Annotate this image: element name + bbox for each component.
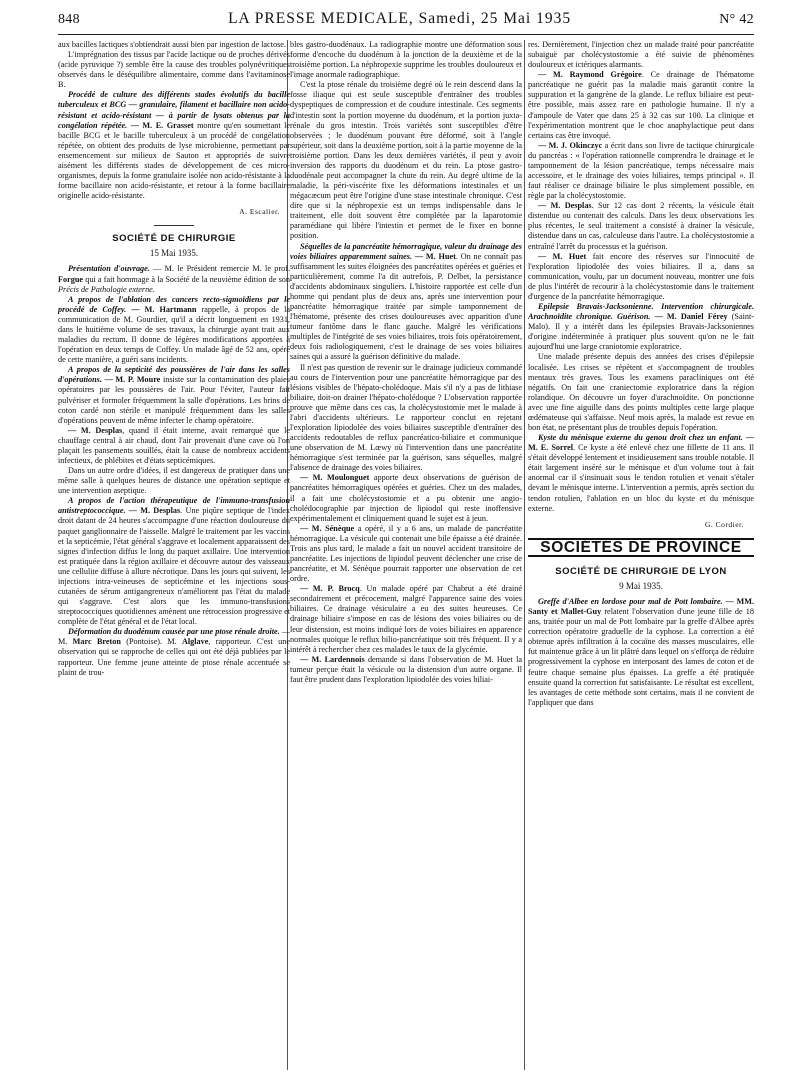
page-number: 848 — [58, 12, 80, 27]
signature: G. Cordier. — [704, 519, 744, 529]
article-text: , quand il était interne, avait remarqué que le chauffage central à air chaud, dont l'air provenait d'une cave où l'on plaçait les pansements souillés, était la cause de nombreux accidents infectieux, de phlébites et d'états septicémiques. — [58, 425, 290, 465]
article-text: insiste sur la contamination des plaies opératoires par les poussières de l'air. Pour l'éviter, l'auteur fait pulvériser et formoler fréquemment la salle d'opérations. Les brins de coton cardé non stérile et manipulé fréquemment dans les salles d'opérations peuvent de même infecter le champ opératoire. — [58, 375, 290, 425]
author: Alglave — [181, 637, 209, 647]
author: — M. Desplas — [538, 201, 592, 211]
article-greffe-albee — [528, 597, 754, 708]
author: — MM. Santy et Mallet-Guy — [528, 596, 754, 617]
article-title: A propos de l'action thérapeutique de l'immuno-transfusion antistreptococcique. — [58, 496, 290, 516]
paragraph: L'imprégnation des tissus par l'acide lactique ou de proches dérivés (acide pyruvique ?) semble être la cause des troubles polynévritiques observés dans le déséquilibre alimentaire, comme dans l'avitaminose B. — [58, 50, 290, 90]
author: — M. Daniel Férey — [650, 312, 728, 322]
author: — M. P. Moure — [101, 375, 161, 385]
section-title: SOCIÉTÉ DE CHIRURGIE — [112, 233, 236, 245]
article-title: A propos de la septicité des poussières de l'air dans les salles d'opérations. — [58, 365, 290, 385]
article-coffey — [58, 295, 290, 366]
article-text: — M. le Président remercie M. le prof. — [149, 264, 290, 274]
article-presentation — [58, 264, 290, 294]
article-title: Présentation d'ouvrage. — [68, 264, 150, 274]
author: — M. Desplas — [125, 506, 181, 516]
article-title: Kyste du ménisque externe du genou droit chez un enfant. — [538, 433, 743, 443]
column-2 — [290, 40, 522, 1072]
comment-gregoire — [528, 70, 754, 141]
column-1 — [58, 40, 290, 1072]
comment-okinczyc — [528, 141, 754, 201]
article-text: relatent l'observation d'une jeune fille de 18 ans, traitée pour un mal de Pott lombaire par la greffe d'Albee après correction opératoire graduelle de la cyphose. La correction a été obtenue après infiltration à la cocaïne des masses musculaires, elle fut maintenue grâce à un lit plâtré dans lequel on s'efforça de réduire progressivement la cyphose en interposant des lames de coton et de feutre chaque semaine plus épaisses. La greffe a été pratiquée ensuite quand la correction fut satisfaisante. Le résultat est excellent, les avantages de cette méthode sont certains, mais il ne convient de l'appliquer que dans — [528, 607, 754, 707]
comment-moulonguet — [290, 473, 522, 523]
issue-number: N° 42 — [719, 12, 754, 27]
article-title: A propos de l'ablation des cancers recto-sigmoïdiens par le procédé de Coffey. — [58, 294, 290, 314]
author: — M. Raymond Grégoire — [538, 70, 642, 80]
article-pancreatite — [290, 242, 522, 363]
article-text: . Ce kyste a été enlevé chez une fillette de 11 ans. Il s'était développé lentement et insidieusement sans trouble notable. Il était largement inséré sur le ménisque et d'un volume tout à fait anormal car il s'insinuait sous le tendon rotulien et venait s'étaler devant le ménisque interne. L'intervention a permis, après section du tendon rotulien, l'ablation en un bloc du kyste et du ménisque externe. — [528, 443, 754, 513]
author: — M. P. Brocq — [300, 584, 360, 594]
paragraph: aux bacilles lactiques s'obtiendrait aussi bien par ingestion de lactose. — [58, 40, 286, 49]
article-text: . Sur 12 cas dont 2 récents, la vésicule était distendue ou contenait des calculs. Dans les deux observations les plus récentes, le seul traitement a consisté à drainer la vésicule, distendue dans un cas, calculeuse dans l'autre. La cholécystostomie a entraîné l'arrêt du processus et la guérison. — [528, 201, 754, 251]
article-text: rappelle, à propos de la communication de M. Gourdier, qu'il a décrit longuement en 1931, dans le huitième volume de ses travaux, la chirurgie ayant trait aux maladies du rectum. Il donne de légères modifications apportées à l'opération en deux temps de Coffey. Un malade âgé de 52 ans, opéré de cette manière, a guéri sans incidents. — [58, 304, 290, 365]
comment-lardennois — [290, 655, 522, 685]
author: — M. Desplas — [68, 425, 123, 435]
article-text: (Pontoise). M. — [120, 637, 182, 647]
author: — M. Sénèque — [300, 523, 355, 533]
column-separator-2 — [524, 40, 525, 1070]
comment-desplas-2 — [528, 201, 754, 251]
article-text: . Une piqûre septique de l'index droit datant de 24 heures s'accompagne d'une réaction douloureuse du paquet ganglionnaire de l'aisselle. Malgré le traitement par les vaccins et la septicémie, l'état général s'aggrave et localement apparaissent des signes d'infection diffus le long du paquet axillaire. Une intervention est pratiquée dans la région axillaire et découvre autour des vaisseaux une cellulite diffuse à allure nécrotique. Dans les jours qui suivent, les injections intra-veineuses de septicémine et les injections sous-cutanées de sérum antigangreneux n'améliorent pas l'état du malade qui s'aggrave. C'est alors que les immuno-transfusions streptococciques quotidiennes amènent une rétrocession progressive et complète de l'état général et de l'état local. — [58, 506, 290, 627]
book-title: Précis de Pathologie externe. — [58, 284, 155, 294]
paragraph: res. Dernièrement, l'injection chez un malade traité pour pancréatite subaiguë par cholécystostomie a été suivie de phénomènes douloureux et ictériques alarmants. — [528, 40, 754, 70]
author: Marc Breton — [72, 637, 121, 647]
article-text: . Ce drainage de l'hématome pancréatique ne guérit pas la maladie mais garantit contre la suppuration et la gangrène de la glande. Le reflux biliaire est peut-être possible, mais assez rare en pathologie humaine. Il n'y a d'ampoule de Vater que dans 25 à 32 cas sur 100. La clinique et l'expérimentation montrent que le choc anaphylactique peut dans certains cas être invoqué. — [528, 70, 754, 140]
author: — M. Moulonguet — [300, 473, 370, 483]
section-date: 15 Mai 1935. — [149, 248, 199, 259]
author: — M. Huet — [538, 251, 587, 261]
article-immuno-transfusion — [58, 496, 290, 627]
author: — M. E. Grasset — [130, 120, 194, 130]
article-title: Greffe d'Albee en lordose pour mal de Pott lombaire. — [538, 596, 723, 606]
comment-huet — [528, 252, 754, 302]
paragraph: Une malade présente depuis des années des crises d'épilepsie localisée. Les crises se répètent et s'accompagnent de troubles mentaux très graves. Tous les examens paracliniques ont été négatifs. On fait une craniectomie exploratrice dans la région rolandique. On découvre un foyer d'arachnoïdite. On ponctionne avec une fine aiguille dans des points multiples cette large plaque œdémateuse qui s'affaisse. Neuf mois après, la malade est revue en bon état, ne présentant plus de troubles depuis l'opération. — [528, 352, 754, 432]
article-title: Séquelles de la pancréatite hémorragique, valeur du drainage des voies biliaires apparemment saines. — [290, 241, 522, 261]
section-date: 9 Mai 1935. — [619, 580, 663, 591]
author: — M. J. Okinczyc — [538, 140, 603, 150]
article-epilepsie — [528, 302, 754, 352]
article-septicite — [58, 365, 290, 425]
author: — M. Hartmann — [126, 304, 197, 314]
comment-brocq — [290, 584, 522, 655]
column-3 — [528, 40, 754, 1072]
author: — M. Lardennois — [300, 654, 365, 664]
article-culture-bcg — [58, 90, 290, 201]
comment-seneque — [290, 524, 522, 584]
article-text: a opéré, il y a 6 ans, un malade de pancréatite hémorragique. La vésicule qui contenait une bile épaisse a été drainée. Trois ans plus tard, le malade a fait un nouvel accident transitoire de pancréatite. Les injections de lipiodol peuvent déclencher une crise de pancréatite, et M. Sénèque pourrait rapporter une observation de cet ordre. — [290, 523, 522, 584]
big-section-title: SOCIÉTÉS DE PROVINCE — [528, 538, 754, 557]
article-title: Epilepsie Bravais-Jacksonienne. Intervention chirurgicale. Arachnoïdite chronique. Guérison. — [528, 302, 754, 322]
article-kyste — [528, 433, 754, 514]
comment-desplas — [58, 426, 290, 466]
paragraph: C'est la ptose rénale du troisième degré où le rein descend dans la fosse iliaque qui est seule susceptible d'entraîner des troubles dyspeptiques de compression et de coudure intestinale. Ces segments d'intestin sont la portion moyenne du duodénum, et la portion juxta-rénale du gros intestin. Trois variétés sont susceptibles d'être observées ; le duodénum pouvant être déformé, soit à l'angle supérieur, soit dans la deuxième portion, soit à la partie moyenne de la troisième portion. Dans les deux dernières variétés, il peut y avoir inversion des rapports du duodénum et du rein. La ptose gastro-duodénale peut accompagner la chute du rein. Au degré ultime de la maladie, la péri-viscérite fixe les déformations intestinales et un mégacæcum peut être l'origine d'une stase intestinale chronique. C'est dire que si la néphropexie est un temps indispensable dans le traitement, elle doit souvent être complétée par la laparotomie paramédiane qui libère l'intestin et permet de le fixer en bonne position. — [290, 80, 522, 241]
article-title: Déformation du duodénum causée par une ptose rénale droite. — [68, 627, 280, 637]
divider — [154, 225, 194, 226]
author: — M. Huet — [412, 251, 456, 261]
article-text: apporte deux observations de guérison de pancréatites hémorragiques opérées et guéries. Chez un des malades, il a fait une cholécystostomie et a pu obtenir une angio-cholédocographie par injection de lipiodol qui reste inoffensive expérimentalement et cliniquement quand le sujet est à jeun. — [290, 473, 522, 523]
author: Forgue — [58, 274, 84, 284]
section-title: SOCIÉTÉ DE CHIRURGIE DE LYON — [555, 565, 727, 577]
article-text: montre qu'en soumettant le bacille BCG et le bacille tuberculeux à un procédé de congélation répétée, on obtient des produits de lyse microbienne, permettant par ensemencement sur milieux de Sauton et appropriés de suivre aisément les différents stades de développement de ces micro-organismes, depuis la forme granulaire isolée non acido-résistante à la forme bacillaire non acido-résistante, et retour à la forme bacillaire originelle acido-résistante. — [58, 120, 290, 201]
journal-title: LA PRESSE MEDICALE, Samedi, 25 Mai 1935 — [228, 10, 572, 27]
author: — M. E. Sorrel — [528, 433, 754, 453]
article-text: (Saint-Malo). Il y a intérêt dans les épilepsies Bravais-Jacksoniennes d'origine indéterminée à pratiquer plus souvent qu'on ne le fait aujourd'hui une large craniotomie exploratrice. — [528, 312, 754, 352]
article-duodenum — [58, 627, 290, 677]
page-header — [58, 10, 754, 34]
article-text: a écrit dans son livre de tactique chirurgicale du pancréas : « l'opération rationnelle comprendra le drainage et le tamponnement de la lésion pancréatique, temps nécessaire mais accessoire, et le drainage des voies biliaires, temps principal ». Il faut réaliser ce drainage biliaire le plus simplement possible, en règle par la cholécystostomie. — [528, 140, 754, 201]
article-text: , rapporteur. C'est une observation qui se rapproche de celles qui ont été déjà publiées par le rapporteur. Une femme jeune atteinte de ptose rénale accentuée se plaint de trou- — [58, 637, 290, 677]
paragraph: Il n'est pas question de revenir sur le drainage judicieux commandé au cours de l'intervention pour une pancréatite hémorragique par des lésions visibles de l'hépato-cholédoque. Mais s'il n'y a pas de lithiase biliaire, doit-on drainer l'hépato-cholédoque ? L'observation rapportée prouve que même dans ces cas, la cholécystostomie met le malade à l'abri d'accidents ultérieurs. Le rapporteur conclut en rejetant l'exploration lipiodolée des voies biliaires susceptible d'entraîner des accidents redoutables de reflux pancréatico-biliaire et communique une observation de M. Lœwy où l'intervention dans une pancréatite hémorragique s'est terminée par la guérison, sans séquelles, malgré l'absence de drainage des voies biliaires. — [290, 362, 522, 473]
article-text: — M. — [58, 627, 290, 647]
article-text: fait encore des réserves sur l'innocuité de l'exploration lipiodolée des voies biliaires. Il a, dans sa communication, voulu, par un document nouveau, montrer une fois de plus l'intérêt de recourir à la cholécystostomie dans le traitement d'urgence de la pancréatite hémorragique. — [528, 251, 754, 301]
article-text: demande si dans l'observation de M. Huet la tumeur perçue était la vésicule ou la distension d'un autre organe. Il faut être prudent dans l'exploration lipiodolée des voies biliai- — [290, 654, 522, 684]
paragraph: Dans un autre ordre d'idées, il est dangereux de pratiquer dans une même salle à quelques heures de distance une opération septique et une intervention aseptique. — [58, 466, 290, 496]
header-rule — [58, 34, 754, 35]
paragraph: bles gastro-duodénaux. La radiographie montre une déformation sous forme d'encoche du duodénum à la jonction de la deuxième et de la troisième portion. La néphropexie supprime les troubles douloureux et l'image anormale radiographique. — [290, 40, 522, 80]
article-text: qui a fait hommage à la Société de la neuvième édition de son — [83, 274, 290, 284]
signature: A. Escalier. — [239, 207, 280, 217]
article-text: . On ne connaît pas suffisamment les suites éloignées des pancréatites opérées et guéries et particulièrement, comme l'a dit autrefois, P. Delbet, la persistance d'accidents abdominaux singuliers. L'histoire rapportée est celle d'un homme qui pendant plus de deux ans, après une intervention pour pancréatite hémorragique traitée par simple tamponnement de l'hématome, présente des crises douloureuses avec apparition d'une tumeur fantôme dans le flanc gauche. Malgré les vérifications multiples de l'intégrité de ses voies biliaires, trois fois opératoirement, deux fois radiologiquement, c'est le drainage de ses voies biliaires saines qui a assuré la guérison définitive du malade. — [290, 251, 522, 362]
article-title: Procédé de culture des différents stades évolutifs du bacille tuberculeux et BCG — granulaire, filament et bacillaire non acido-résistant et acido-résistant — à partir de lysats obtenus par la congélation répétée. — [58, 90, 290, 130]
article-text: . Un malade opéré par Chabrut a été drainé secondairement et précocement, malgré l'apparence saine des voies biliaires. Ce drainage vésiculaire a eu des suites heureuses. Ce drainage biliaire s'impose en cas de lésions des voies biliaires ou de leur distension, est moins indiqué lors de voies biliaires en apparence normales quoique le reflux bilio-pancréatique soit très fréquent. Il y a intérêt à rechercher chez ces malades le taux de la glycémie. — [290, 584, 522, 654]
